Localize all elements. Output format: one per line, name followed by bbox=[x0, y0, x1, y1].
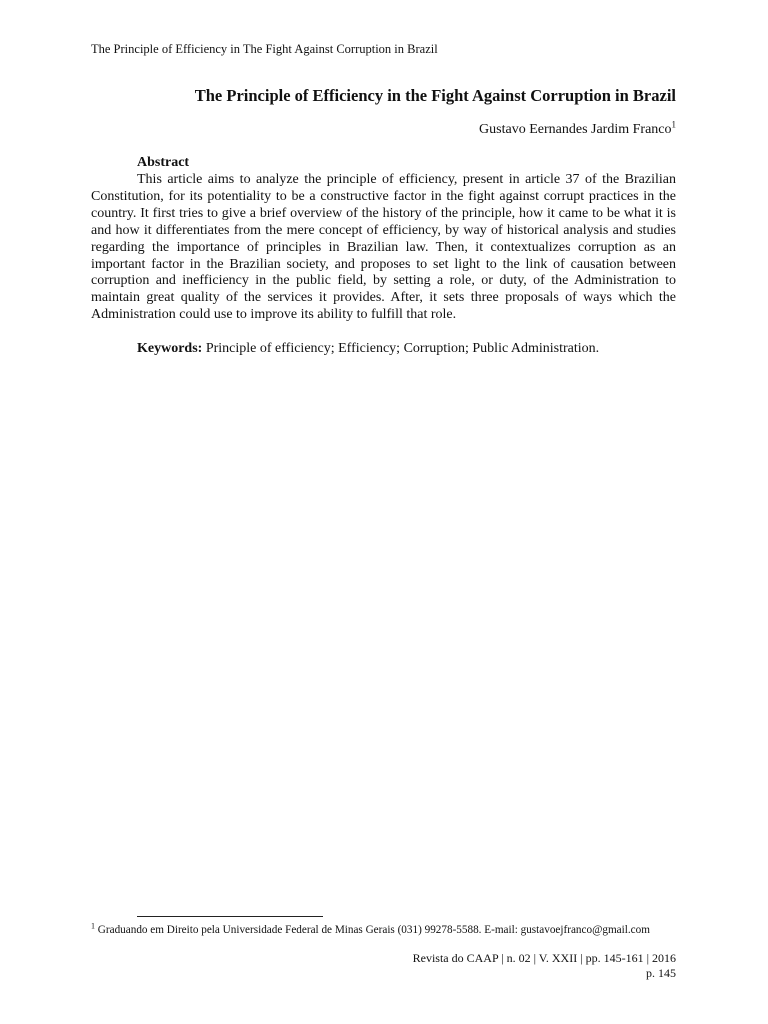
journal-citation: Revista do CAAP | n. 02 | V. XXII | pp. 145-161 | 2016 bbox=[412, 951, 676, 965]
abstract-heading: Abstract bbox=[137, 155, 190, 170]
footnote-divider bbox=[137, 916, 323, 917]
page-number: p. 145 bbox=[646, 966, 676, 980]
keywords-line bbox=[137, 341, 599, 357]
footnote bbox=[91, 923, 676, 938]
abstract-body: This article aims to analyze the principle of efficiency, present in article 37 of the Brazilian Constitution, for its potentiality to be a constructive factor in the fight against corrupt practices in the country. It first tries to give a brief overview of the history of the principle, how it came to be what it is and how it differentiates from the mere concept of efficiency, by way of historical analysis and studies regarding the importance of principles in Brazilian law. Then, it contextualizes corruption as an important factor in the Brazilian society, and proposes to set light to the link of causation between corruption and inefficiency in the public field, by setting a role, or duty, of the Administration to maintain great quality of the services it provides. After, it sets three proposals of ways which the Administration could use to improve its ability to fulfill that role. bbox=[91, 172, 676, 323]
running-header: The Principle of Efficiency in The Fight Against Corruption in Brazil bbox=[91, 42, 438, 56]
keywords-text: Principle of efficiency; Efficiency; Corruption; Public Administration. bbox=[202, 341, 600, 356]
keywords-label: Keywords: bbox=[137, 341, 203, 356]
article-title: The Principle of Efficiency in the Fight Against Corruption in Brazil bbox=[194, 86, 676, 105]
footnote-text: Graduando em Direito pela Universidade Federal de Minas Gerais (031) 99278-5588. E-mail: gustavoejfranco@gmail.com bbox=[95, 924, 650, 936]
author-line bbox=[479, 119, 676, 138]
footnote-marker: 1 bbox=[91, 921, 95, 931]
author-footnote-marker: 1 bbox=[671, 119, 676, 130]
author-name: Gustavo Eernandes Jardim Franco bbox=[479, 122, 672, 137]
